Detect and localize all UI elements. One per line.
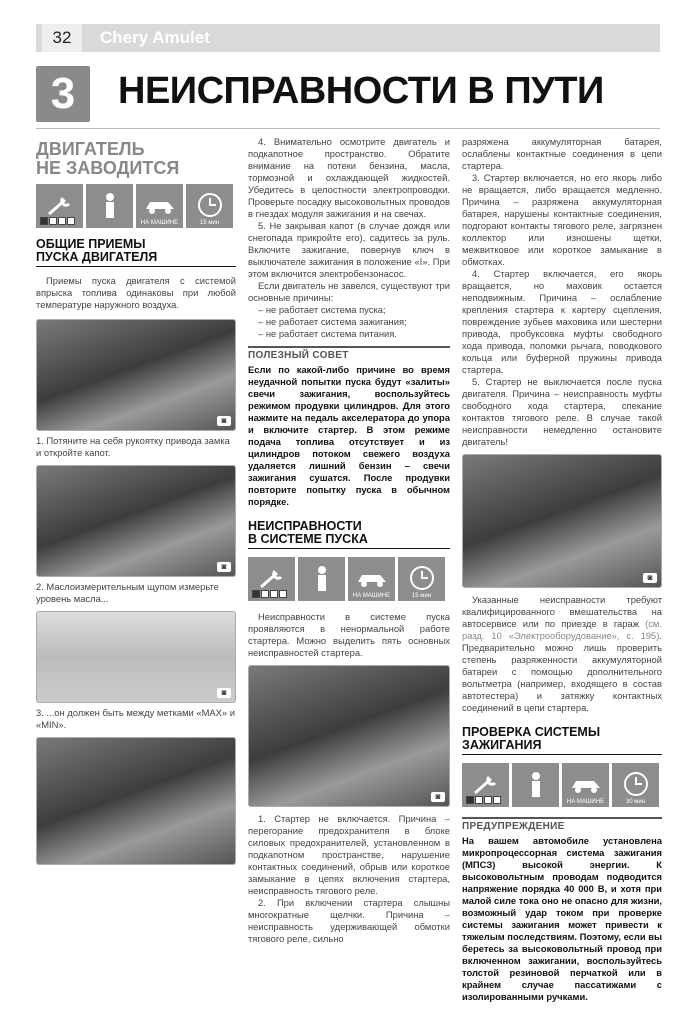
camera-icon: ◙ (217, 688, 231, 698)
starter-fault-1: 1. Стартер не включается. Причина – перегорание предохранителя в блоке силовых предохранителей, установленном в подкапотном пространстве, нарушение контактных соединений, обрыв или короткое замыкание в цепях включения стартера, неисправность тягового реле. (248, 813, 450, 896)
photo-hood-release (36, 319, 236, 431)
column-2 (248, 136, 450, 945)
car-icon: НА МАШИНЕ (562, 763, 609, 807)
tip-text: Если по какой-либо причине во время неудачной попытки пуска будут «залиты» свечи зажигания, воспользуйтесь режимом продувки цилиндров. Для этого нажмите на педаль акселератора до упора и включите стартер. В этом режиме подача топлива отсутствует и из цилиндров потоком свежего воздуха удаляется лишний бензин – свечи зажигания сушатся. После продувки повторите попытку пуска в обычном порядке. (248, 364, 450, 507)
warning-box (462, 817, 662, 1003)
photo-dipstick-marks (36, 611, 236, 703)
tip-box (248, 346, 450, 508)
section-title-engine: ДВИГАТЕЛЬ НЕ ЗАВОДИТСЯ (36, 139, 180, 178)
column-3 (462, 136, 662, 1009)
start-system-intro: Неисправности в системе пуска проявляются в ненормальной работе стартера. Можно выделить пять основных неисправностей стартера. (248, 611, 450, 658)
clock-icon: 15 мин (186, 184, 233, 228)
qualified-service-note: Указанные неисправности требуют квалифицированного вмешательства на автосервисе или по приезде в гараж (см. разд. 10 «Электрооборудование», с. 195). Предварительно можно лишь проверить степень разряженности аккумуляторной батареи с помощью дополнительного вольтметра (например, входящего в состав автотестера) и затяжку контактных соединений в цепи стартера. (462, 594, 662, 713)
list-item: – не работает система пуска; (258, 304, 386, 315)
book-title: Chery Amulet (100, 28, 210, 47)
chapter-divider (36, 128, 660, 129)
car-icon: НА МАШИНЕ (136, 184, 183, 228)
starter-fault-5: 5. Стартер не выключается после пуска двигателя. Причина – неисправность муфты свободного хода стартера, спекание контактов тягового реле. В случае такой неисправности немедленно остановите двигатель! (462, 376, 662, 447)
photo-fuse-box (248, 665, 450, 807)
reasons-intro: Если двигатель не завелся, существуют три основные причины: (248, 280, 450, 303)
chapter-title: НЕИСПРАВНОСТИ В ПУТИ (118, 70, 604, 112)
difficulty-icons (248, 557, 450, 601)
cross-reference: (см. разд. 10 «Электрооборудование», с. 195) (462, 618, 662, 641)
camera-icon: ◙ (217, 416, 231, 426)
subsection-title: ОБЩИЕ ПРИЕМЫ ПУСКА ДВИГАТЕЛЯ (36, 238, 236, 267)
starter-fault-3: 3. Стартер включается, но его якорь либо не вращается, либо вращается медленно. Причина – разряжена аккумуляторная батарея, нарушены контактные соединения, подгорают контакты тягового реле, загрязнен коллектор или изношены щетки, межвитковое или короткое замыкание в обмотках. (462, 172, 662, 267)
caption-1: 1. Потяните на себя рукоятку привода замка и откройте капот. (36, 435, 230, 458)
wrench-icon (248, 557, 295, 601)
tip-heading: ПОЛЕЗНЫЙ СОВЕТ (248, 350, 349, 361)
page-number: 32 (42, 24, 82, 52)
reasons-list (248, 304, 450, 340)
page-header (36, 24, 660, 52)
difficulty-icons (36, 184, 236, 228)
person-icon (86, 184, 133, 228)
starter-fault-2-cont: разряжена аккумуляторная батарея, ослаблены контактные соединения в цепи стартера. (462, 136, 662, 171)
step-4: 4. Внимательно осмотрите двигатель и подкапотное пространство. Обратите внимание на потеки бензина, масла, тормозной и охлаждающей жидкостей. Убедитесь в целостности электропроводки. Проверьте посадку высоковольтных проводов в гнездах модуля зажигания и на свечах. (248, 136, 450, 219)
caption-2: 2. Маслоизмерительным щупом измерьте уровень масла... (36, 581, 219, 604)
section-title-start-system: НЕИСПРАВНОСТИ В СИСТЕМЕ ПУСКА (248, 520, 450, 549)
chapter-number: 3 (36, 66, 90, 122)
difficulty-icons (462, 763, 662, 807)
starter-fault-2: 2. При включении стартера слышны многократные щелчки. Причина – неисправность удерживающей обмотки тягового реле, сильно (248, 897, 450, 944)
list-item: – не работает система питания. (258, 328, 397, 339)
person-icon (512, 763, 559, 807)
starter-fault-4: 4. Стартер включается, его якорь вращается, но маховик остается неподвижным. Причина – ослабление крепления стартера к картеру сцепления, повреждение зубьев маховика или шестерни привода, пробуксовка муфты свободного хода привода, поломки рычага, поводкового кольца или буферной пружины привода стартера. (462, 268, 662, 375)
warning-heading: ПРЕДУПРЕЖДЕНИЕ (462, 821, 565, 832)
camera-icon: ◙ (643, 573, 657, 583)
column-1 (36, 136, 236, 865)
intro-text: Приемы пуска двигателя с системой впрыска топлива одинаковы при любой температуре наружного воздуха. (36, 275, 236, 310)
step-5: 5. Не закрывая капот (в случае дождя или снегопада прикройте его), садитесь за руль. Включите зажигание, повернув ключ в выключателе зажигания в положение «I». При этом включится электробензонасос. (248, 220, 450, 279)
caption-3: 3. ...он должен быть между метками «MAX» и «MIN». (36, 707, 235, 730)
photo-starter (462, 454, 662, 588)
person-icon (298, 557, 345, 601)
clock-icon: 30 мин (612, 763, 659, 807)
photo-engine-bay (36, 737, 236, 865)
camera-icon: ◙ (217, 562, 231, 572)
warning-text: На вашем автомобиле установлена микропроцессорная система зажигания (МПСЗ) высокой энергии. К высоковольтным проводам подводится напряжение порядка 40 000 В, и хотя при малой силе тока оно не опасно для жизни, возможный удар током при проверке системы зажигания может привести к тяжелым последствиям. Поэтому, если вы беретесь за высоковольтный провод при включенном зажигании, воспользуйтесь толстой резиновой перчаткой или в крайнем случае пассатижами с изолированными ручками. (462, 835, 662, 1002)
clock-icon: 15 мин (398, 557, 445, 601)
photo-dipstick (36, 465, 236, 577)
wrench-icon (462, 763, 509, 807)
camera-icon: ◙ (431, 792, 445, 802)
list-item: – не работает система зажигания; (258, 316, 407, 327)
wrench-icon (36, 184, 83, 228)
car-icon: НА МАШИНЕ (348, 557, 395, 601)
section-title-ignition-check: ПРОВЕРКА СИСТЕМЫ ЗАЖИГАНИЯ (462, 726, 662, 755)
